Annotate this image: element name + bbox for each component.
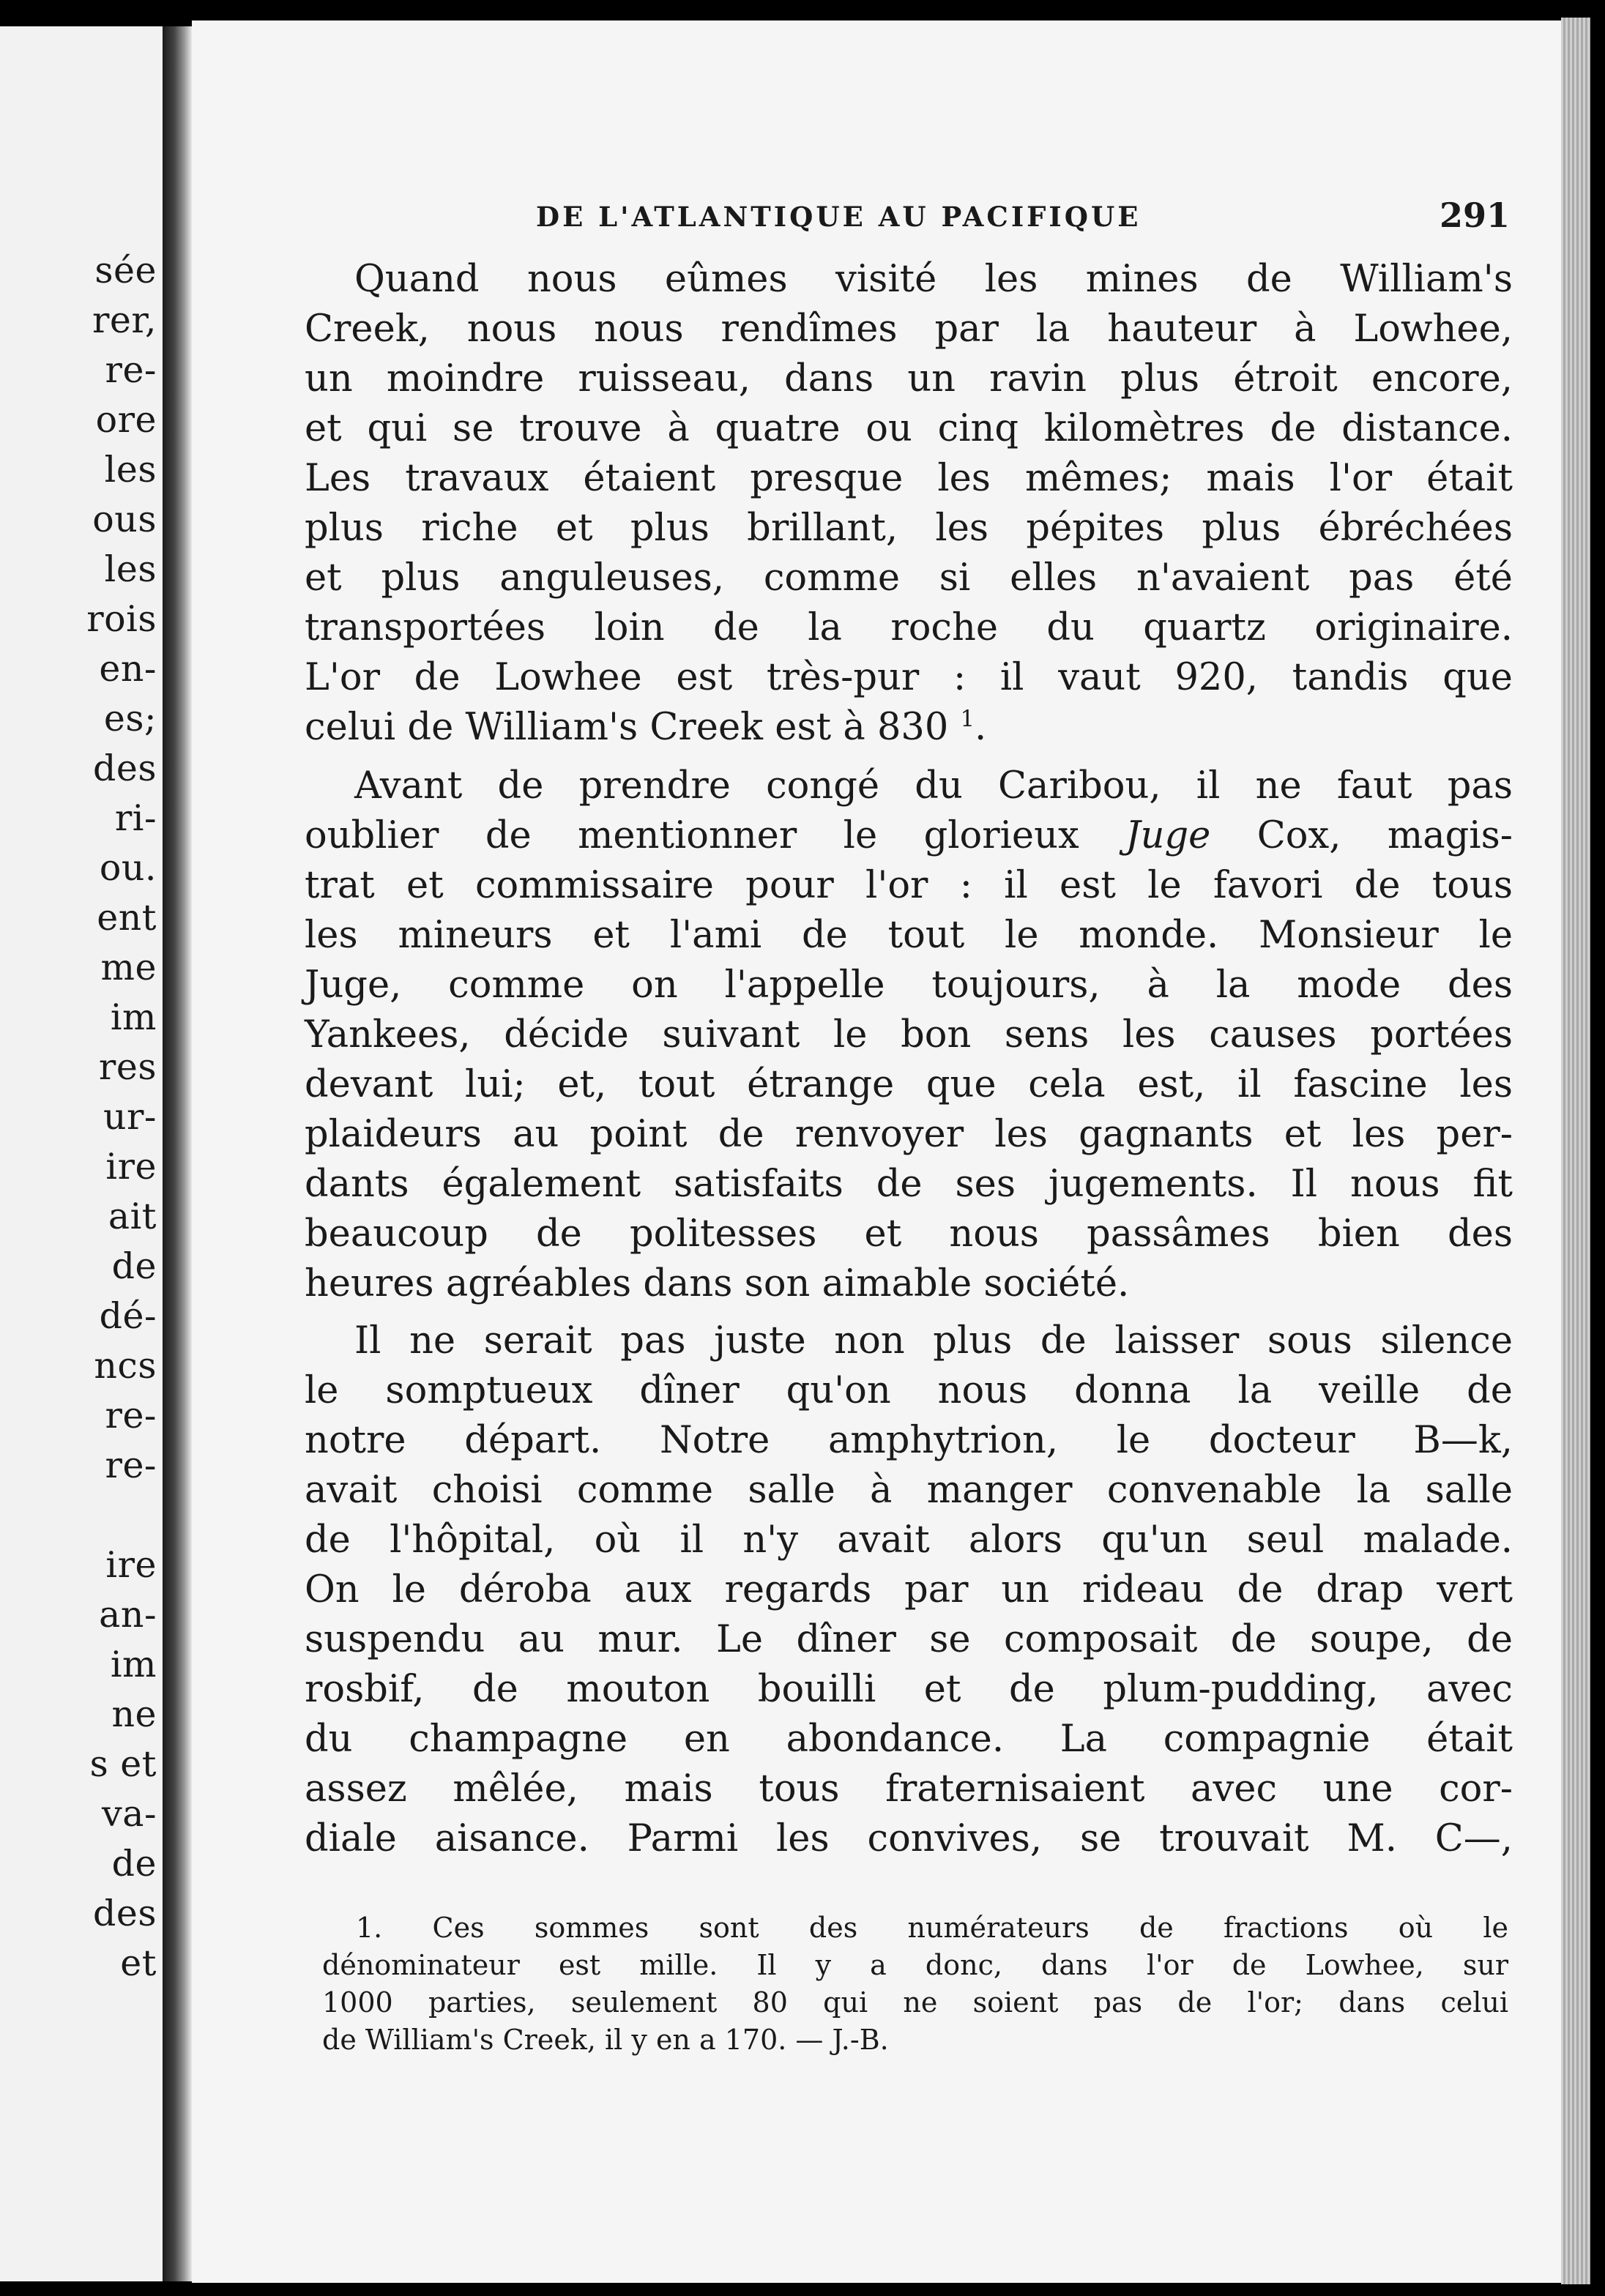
left-page-fragment-line: de: [111, 1245, 157, 1287]
left-page-fragment-line: les: [104, 548, 157, 590]
page-edge: [1561, 18, 1590, 2284]
footnote-line: de William's Creek, il y en a 170. — J.-B.: [322, 2024, 889, 2056]
text-line: les mineurs et l'ami de tout le monde. Monsieur le: [305, 914, 1513, 957]
left-page-fragment-line: dé-: [99, 1295, 157, 1337]
footnote-line: 1000 parties, seulement 80 qui ne soient pas de l'or; dans celui: [322, 1986, 1508, 2019]
text-line: le somptueux dîner qu'on nous donna la veille de: [305, 1369, 1513, 1412]
text-line: assez mêlée, mais tous fraternisaient avec une cor-: [305, 1767, 1513, 1811]
left-page-fragment-line: les: [104, 449, 157, 491]
right-page: [192, 20, 1561, 2283]
left-page-fragment-line: des: [92, 748, 157, 789]
page-number: 291: [1439, 195, 1510, 235]
left-page-fragment-line: ent: [97, 897, 157, 939]
left-page-fragment-line: sée: [94, 250, 157, 291]
text-line-content: oublier de mentionner le glorieux: [305, 814, 1126, 857]
text-line: suspendu au mur. Le dîner se composait de soupe, de: [305, 1618, 1513, 1661]
text-line: beaucoup de politesses et nous passâmes bien des: [305, 1212, 1513, 1256]
text-line: et plus anguleuses, comme si elles n'avaient pas été: [305, 556, 1513, 600]
text-line-with-italic: [305, 811, 1513, 861]
text-line: trat et commissaire pour l'or : il est le favori de tous: [305, 864, 1513, 907]
left-page-fragment-line: ur-: [103, 1096, 157, 1138]
left-page-fragment-line: an-: [99, 1594, 157, 1636]
text-line: plaideurs au point de renvoyer les gagnants et les per-: [305, 1113, 1513, 1156]
running-head: [192, 195, 1561, 239]
text-line: transportées loin de la roche du quartz originaire.: [305, 606, 1513, 649]
left-page-fragment-line: me: [100, 947, 157, 988]
left-page-fragment-line: ore: [95, 399, 157, 441]
running-title: DE L'ATLANTIQUE AU PACIFIQUE: [536, 201, 1142, 233]
left-page-fragment-line: ous: [92, 499, 157, 540]
text-line: de l'hôpital, où il n'y avait alors qu'un seul malade.: [305, 1518, 1513, 1562]
footnote-ref: 1: [960, 707, 975, 732]
left-page-fragment-line: re-: [105, 1445, 157, 1486]
left-page-fragment-line: re-: [105, 349, 157, 391]
left-page-fragment-line: ait: [108, 1196, 157, 1237]
left-page-fragment-line: ri-: [114, 797, 157, 839]
left-page-fragment-line: res: [98, 1046, 157, 1088]
text-line: devant lui; et, tout étrange que cela est, il fascine les: [305, 1063, 1513, 1106]
text-line: un moindre ruisseau, dans un ravin plus étroit encore,: [305, 357, 1513, 400]
text-line: Les travaux étaient presque les mêmes; mais l'or était: [305, 457, 1513, 500]
left-page-fragment-line: ncs: [94, 1345, 157, 1387]
left-page-fragment-line: im: [110, 1644, 157, 1685]
text-line: Quand nous eûmes visité les mines de William's: [354, 258, 1513, 301]
text-line: Creek, nous nous rendîmes par la hauteur à Lowhee,: [305, 308, 1513, 351]
left-page-fragment-line: en-: [99, 648, 157, 690]
text-line: avait choisi comme salle à manger convenable la salle: [305, 1469, 1513, 1512]
left-page-fragment-line: im: [110, 996, 157, 1038]
left-page-fragment-line: es;: [103, 698, 157, 739]
text-line: L'or de Lowhee est très-pur : il vaut 920, tandis que: [305, 656, 1513, 699]
text-line: Yankees, décide suivant le bon sens les causes portées: [305, 1013, 1513, 1056]
left-page-fragment-line: rer,: [92, 299, 157, 341]
text-line: du champagne en abondance. La compagnie était: [305, 1718, 1513, 1761]
text-line-with-footnote-ref: celui de William's Creek est à 830 $^1$.: [305, 706, 987, 749]
italic-word: Juge: [1125, 814, 1211, 857]
left-page-fragment-line: de: [111, 1843, 157, 1885]
left-page-fragment-line: ire: [105, 1544, 157, 1586]
text-line: Il ne serait pas juste non plus de laisser sous silence: [354, 1319, 1513, 1363]
text-line: plus riche et plus brillant, les pépites plus ébréchées: [305, 507, 1513, 550]
text-line: diale aisance. Parmi les convives, se trouvait M. C—,: [305, 1817, 1513, 1860]
left-page-fragment-line: va-: [102, 1793, 157, 1835]
text-line: notre départ. Notre amphytrion, le docteur B—k,: [305, 1419, 1513, 1462]
text-line-content: celui de William's Creek est à 830: [305, 706, 949, 749]
footnote-line: 1. Ces sommes sont des numérateurs de fractions où le: [356, 1912, 1508, 1944]
book-gutter: [163, 26, 192, 2281]
text-line: Juge, comme on l'appelle toujours, à la mode des: [305, 963, 1513, 1007]
left-page-fragment-line: s et: [89, 1743, 157, 1785]
left-page-fragment-line: des: [92, 1893, 157, 1934]
text-line: On le déroba aux regards par un rideau de drap vert: [305, 1568, 1513, 1611]
text-line: Avant de prendre congé du Caribou, il ne faut pas: [354, 764, 1513, 808]
text-line: dants également satisfaits de ses jugements. Il nous fit: [305, 1163, 1513, 1206]
left-page-fragment-line: rois: [86, 598, 157, 640]
text-line-tail: Cox, magis-: [1210, 814, 1513, 857]
text-line: et qui se trouve à quatre ou cinq kilomètres de distance.: [305, 407, 1513, 450]
left-page-fragment-line: ou.: [99, 847, 157, 889]
left-page-fragment-line: re-: [105, 1395, 157, 1436]
footnote-line: dénominateur est mille. Il y a donc, dans l'or de Lowhee, sur: [322, 1949, 1508, 1981]
text-line: heures agréables dans son aimable société.: [305, 1262, 1130, 1305]
left-page-fragment-line: et: [120, 1942, 157, 1984]
left-page-fragment-line: ne: [111, 1693, 157, 1735]
left-page-fragment: [0, 26, 163, 2281]
text-line: rosbif, de mouton bouilli et de plum-pudding, avec: [305, 1668, 1513, 1711]
left-page-fragment-line: ire: [105, 1146, 157, 1188]
